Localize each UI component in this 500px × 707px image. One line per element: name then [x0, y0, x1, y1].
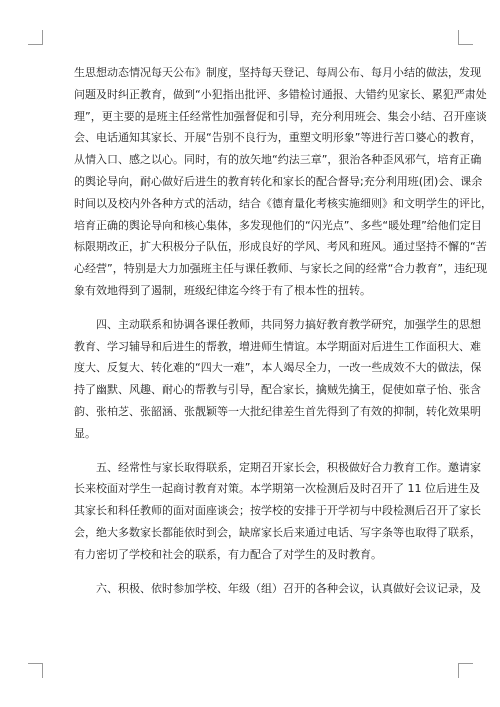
text-line: 会、电话通知其家长、开展“告别不良行为，重塑文明形象”等进行苦口婆心的教育， — [74, 131, 482, 145]
text-line: 生思想动态情况每天公布》制度，坚持每天登记、每周公布、每月小结的做法，发现 — [74, 66, 481, 79]
paragraph — [74, 457, 481, 566]
text-line: 其家长和科任教师的面对面座谈会；按学校的安排于开学初与中段检测后召开了家长 — [74, 504, 481, 518]
text-line: 度大、反复大、转化难的“四大一难”，本人竭尽全力，一改一些成效不大的做法，保 — [74, 361, 482, 375]
paragraph — [74, 578, 481, 600]
text-line: 的舆论导向，耐心做好后进生的教育转化和家长的配合督导;充分利用班(团)会、课余 — [74, 174, 483, 188]
text-line: 时间以及校内外各种方式的活动，结合《德育量化考核实施细则》和文明学生的评比， — [74, 196, 492, 210]
text-line: 六、积极、依时参加学校、年级（组）召开的各种会议，认真做好会议记录，及 — [96, 581, 481, 595]
text-line: 五、经常性与家长取得联系，定期召开家长会，积极做好合力教育工作。邀请家 — [96, 460, 481, 474]
text-line: 培育正确的舆论导向和核心集体，多发现他们的“闪光点”、多些“暖处理”给他们定目 — [74, 218, 482, 232]
text-line: 标限期改正，扩大积极分子队伍，形成良好的学风、考风和班风。通过坚持不懈的“苦 — [74, 240, 487, 254]
crop-mark-top-right — [458, 30, 473, 45]
crop-mark-bottom-right — [458, 663, 473, 678]
text-line: 有力密切了学校和社会的联系，有力配合了对学生的及时教育。 — [74, 547, 382, 561]
text-line: 持了幽默、风趣、耐心的帮教与引导，配合家长，擒贼先擒王，促使如章子怡、张含 — [74, 383, 481, 397]
text-line: 会，绝大多数家长都能依时到会，缺席家长后来通过电话、写字条等也取得了联系， — [74, 525, 481, 539]
crop-mark-bottom-left — [28, 663, 43, 678]
text-line: 长来校面对学生一起商讨教育对策。本学期第一次检测后及时召开了 11 位后进生及 — [74, 482, 480, 496]
paragraph — [74, 314, 482, 445]
document-body — [74, 62, 492, 599]
text-line: 从情入口、感之以心。同时，有的放矢地“约法三章”，狠治各种歪风邪气，培育正确 — [74, 153, 482, 167]
text-line: 问题及时纠正教育，做到“小犯指出批评、多错检讨通报、大错约见家长、累犯严肃处 — [74, 87, 487, 101]
text-line: 显。 — [74, 426, 96, 440]
text-line: 心经营”，特别是大力加强班主任与课任教师、与家长之间的经常“合力教育”，违纪现 — [74, 262, 488, 276]
paragraph — [74, 62, 492, 302]
text-line: 理”，更主要的是班主任经常性加强督促和引导，充分利用班会、集会小结、召开座谈 — [74, 109, 487, 123]
text-line: 教育、学习辅导和后进生的帮教，增进师生情谊。本学期面对后进生工作面积大、难 — [74, 339, 481, 353]
text-line: 四、主动联系和协调各课任教师，共同努力搞好教育教学研究，加强学生的思想 — [96, 317, 481, 331]
crop-mark-top-left — [28, 30, 43, 45]
text-line: 象有效地得到了遏制，班级纪律迄今终于有了根本性的扭转。 — [74, 283, 371, 297]
text-line: 韵、张柏芝、张韶涵、张靓颖等一大批纪律差生首先得到了有效的抑制，转化效果明 — [74, 404, 481, 418]
